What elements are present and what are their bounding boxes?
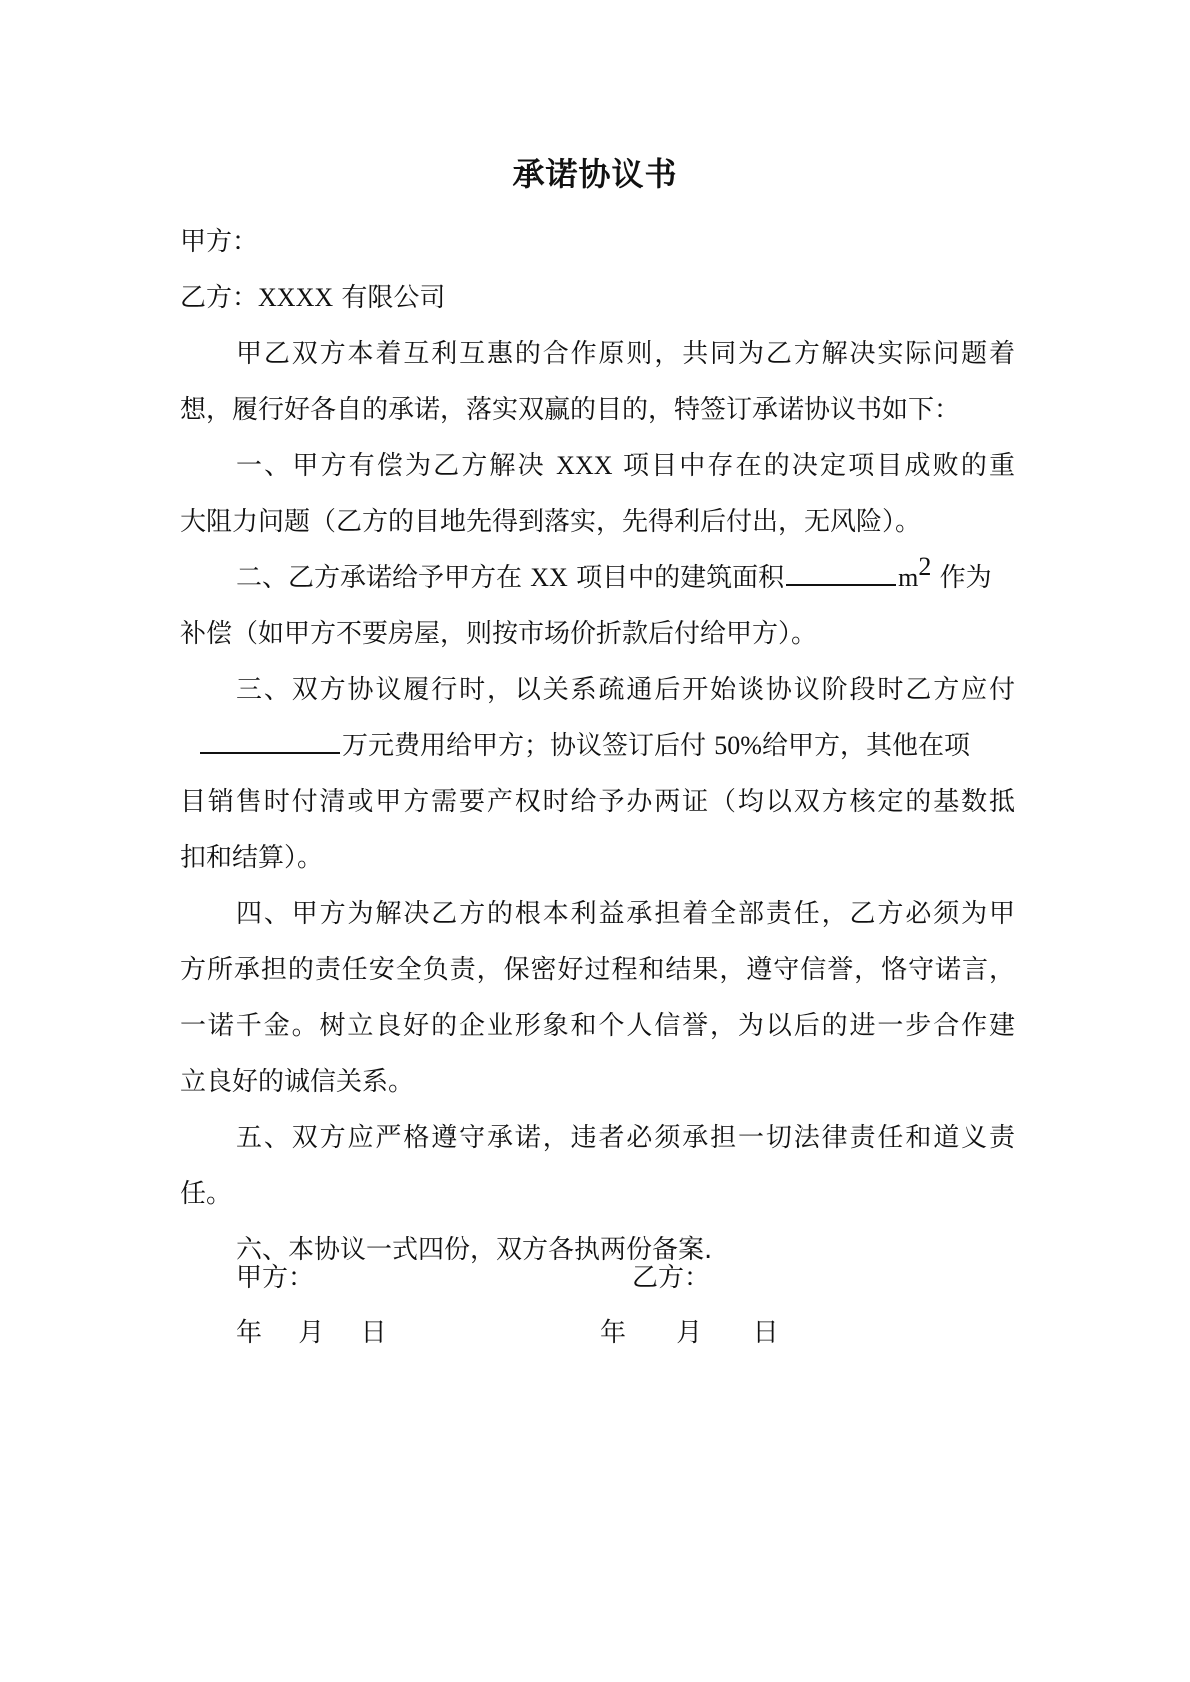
party-b-signature-label: 乙方：: [632, 1263, 711, 1293]
clause-2-line-2: 补偿（如甲方不要房屋，则按市场价折款后付给甲方）。: [180, 619, 818, 649]
document-title: 承诺协议书: [512, 155, 678, 193]
party-a-line: 甲方：: [180, 227, 259, 257]
clause-1-post: 项目中存在的决定项目成败的重: [612, 451, 1016, 481]
document-body: [180, 214, 1015, 1278]
party-a-signature-label: 甲方：: [236, 1263, 315, 1293]
clause-1-code: XXX: [556, 451, 613, 480]
clause-3-percent: 50%: [714, 731, 762, 760]
clause-4-line-3: 一诺千金。树立良好的企业形象和个人信誉，为以后的进一步合作建: [180, 1011, 1015, 1041]
party-b-month: 月: [676, 1318, 703, 1348]
party-b-date: [600, 1313, 779, 1353]
clause-1-line-2: 大阻力问题（乙方的目地先得到落实，先得利后付出，无风险）。: [180, 507, 922, 537]
party-b-label: 乙方：: [180, 283, 259, 313]
party-a-month: 月: [298, 1318, 325, 1348]
clause-1-line-1: [180, 438, 1015, 494]
clause-2-line-1: [180, 550, 1015, 606]
clause-3-post: 给甲方，其他在项: [761, 731, 970, 761]
clause-3-mid: 万元费用给甲方；协议签订后付: [342, 731, 715, 761]
clause-6-line-1: 六、本协议一式四份，双方各执两份备案.: [236, 1235, 713, 1265]
fee-blank-field[interactable]: [200, 724, 340, 754]
clause-2-mid: 项目中的建筑面积: [567, 563, 785, 593]
clause-2-post: 作为: [939, 563, 992, 593]
clause-4-line-1: 四、甲方为解决乙方的根本利益承担着全部责任，乙方必须为甲: [236, 899, 1015, 929]
party-a-day: 日: [360, 1318, 387, 1348]
clause-5-line-2: 任。: [180, 1179, 233, 1209]
party-b-name: XXXX: [258, 283, 334, 312]
clause-3-line-4: 扣和结算）。: [180, 843, 324, 873]
clause-4-line-2: 方所承担的责任安全负责，保密好过程和结果，遵守信誉，恪守诺言，: [180, 955, 1015, 985]
party-b-day: 日: [752, 1318, 779, 1348]
party-a-year: 年: [236, 1318, 263, 1348]
area-unit: m: [898, 563, 919, 592]
clause-2-code: XX: [530, 563, 568, 592]
area-unit-superscript: 2: [918, 552, 932, 581]
clause-1-pre: 一、甲方有偿为乙方解决: [236, 451, 557, 481]
party-b-suffix: 有限公司: [333, 283, 446, 313]
party-b-year: 年: [600, 1318, 627, 1348]
clause-3-line-1: 三、双方协议履行时，以关系疏通后开始谈协议阶段时乙方应付: [236, 675, 1015, 705]
party-a-date: [236, 1313, 387, 1353]
party-b-line: [180, 270, 1015, 326]
clause-5-line-1: 五、双方应严格遵守承诺，违者必须承担一切法律责任和道义责: [236, 1123, 1015, 1153]
area-blank-field[interactable]: [786, 556, 896, 586]
clause-4-line-4: 立良好的诚信关系。: [180, 1067, 415, 1097]
intro-line-1: 甲乙双方本着互利互惠的合作原则，共同为乙方解决实际问题着: [236, 339, 1015, 369]
clause-3-line-3: 目销售时付清或甲方需要产权时给予办两证（均以双方核定的基数抵: [180, 787, 1015, 817]
intro-line-2: 想，履行好各自的承诺，落实双赢的目的，特签订承诺协议书如下：: [180, 395, 961, 425]
clause-3-line-2: [180, 718, 1015, 774]
clause-2-pre: 二、乙方承诺给予甲方在: [236, 563, 531, 593]
